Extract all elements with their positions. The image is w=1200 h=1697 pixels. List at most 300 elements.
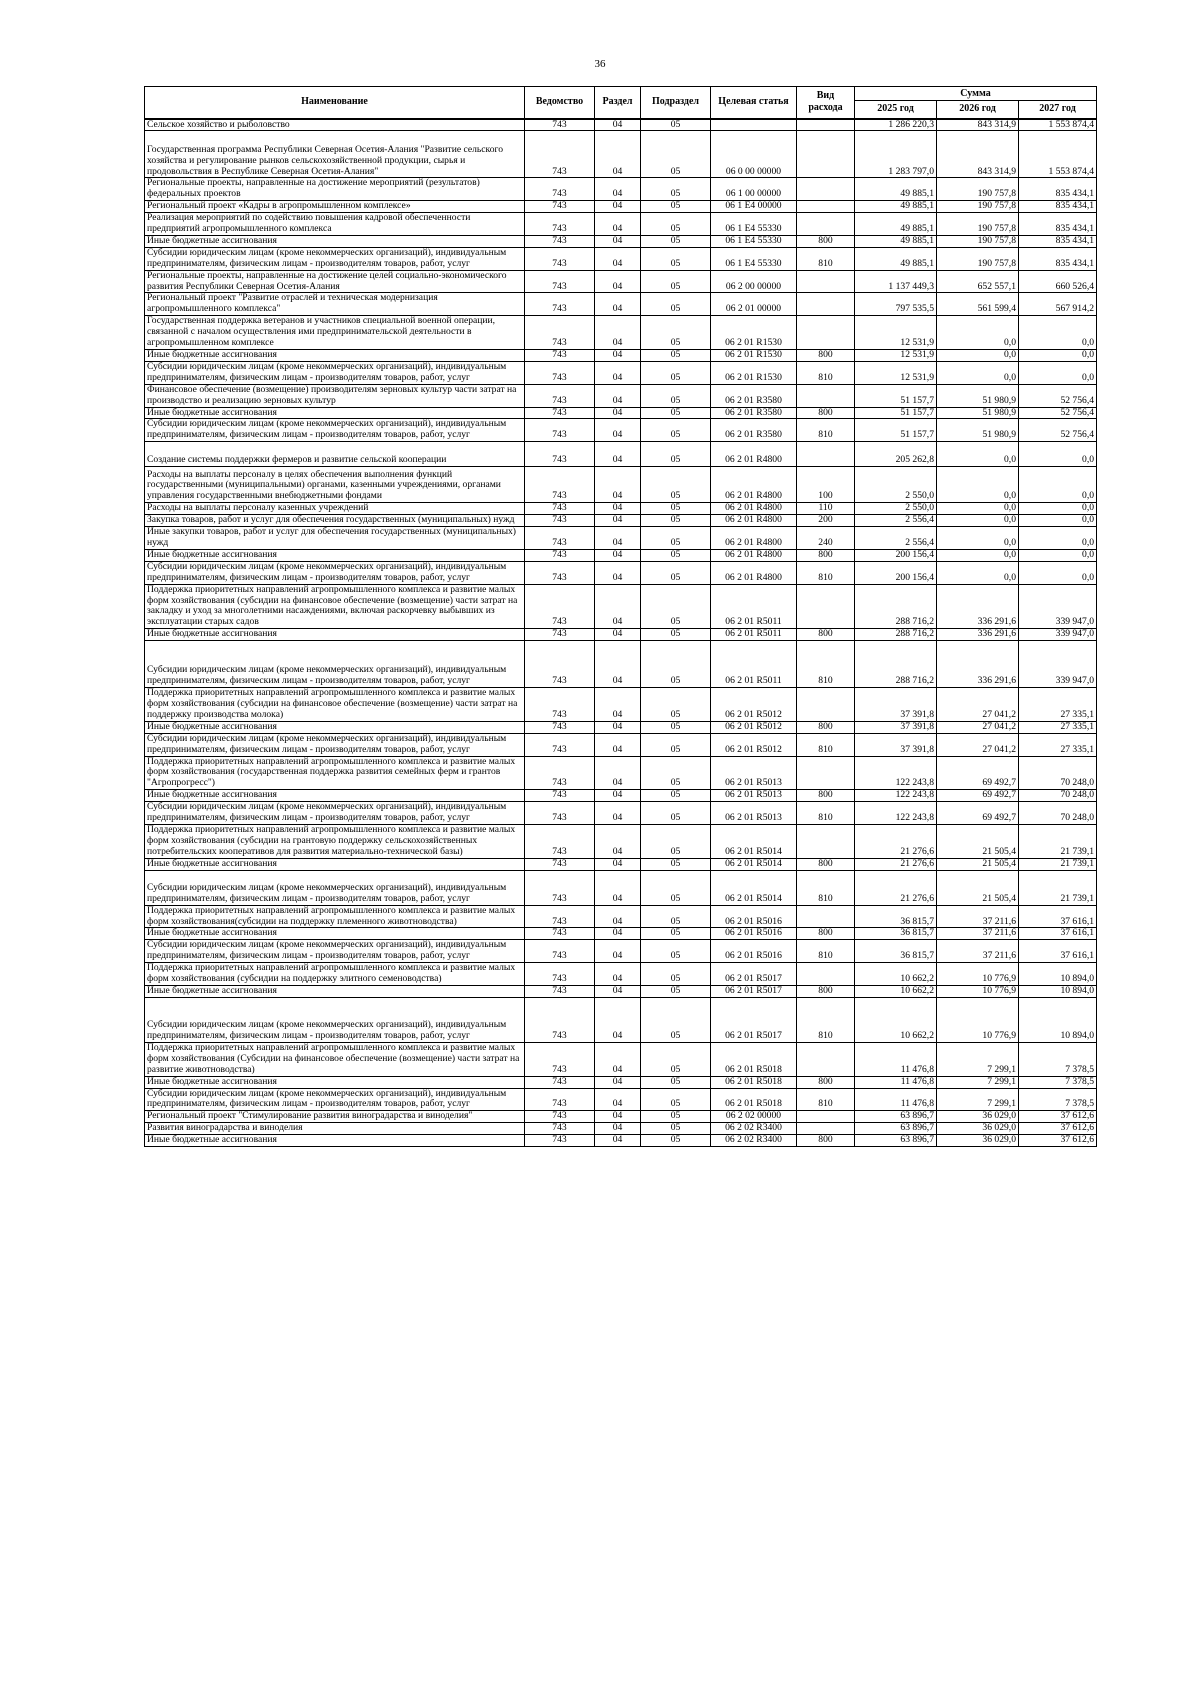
row-sum-2026: 0,0 (937, 467, 1019, 503)
row-type (797, 178, 855, 201)
row-sum-2025: 2 556,4 (855, 515, 937, 527)
row-sum-2027: 0,0 (1019, 467, 1097, 503)
row-name: Поддержка приоритетных направлений агропромышленного комплекса и развитие малых форм хозяйствования (государственная поддержка развития семейных ферм и грантов "Агропрогресс") (145, 756, 525, 790)
row-sum-2025: 63 896,7 (855, 1135, 937, 1147)
row-type (797, 1042, 855, 1076)
row-subsection: 05 (641, 756, 711, 790)
row-sum-2025: 37 391,8 (855, 721, 937, 733)
row-sum-2025: 51 157,7 (855, 384, 937, 407)
row-type: 800 (797, 235, 855, 247)
row-sum-2026: 0,0 (937, 442, 1019, 467)
row-section: 04 (595, 213, 641, 236)
row-sum-2027: 52 756,4 (1019, 419, 1097, 442)
row-name: Поддержка приоритетных направлений агропромышленного комплекса и развитие малых форм хозяйствования (субсидии на финансовое обеспечение (возмещение) части затрат на закладку и уход за многолетними насаждениями, включая раскорчевку выбывших из эксплуатации старых садов (145, 584, 525, 629)
row-target: 06 2 01 R5017 (711, 963, 797, 986)
row-sum-2026: 561 599,4 (937, 293, 1019, 316)
table-row (145, 584, 1097, 629)
row-dept: 743 (525, 293, 595, 316)
row-name: Субсидии юридическим лицам (кроме некоммерческих организаций), индивидуальным предпринимателям, физическим лицам - производителям товаров, работ, услуг (145, 361, 525, 384)
row-name: Расходы на выплаты персоналу казенных учреждений (145, 503, 525, 515)
row-name: Расходы на выплаты персоналу в целях обеспечения выполнения функций государственными (муниципальными) органами, казенными учреждениями, органами управления государственными внебюджетными фондами (145, 467, 525, 503)
row-sum-2025: 37 391,8 (855, 688, 937, 722)
row-section: 04 (595, 515, 641, 527)
row-type (797, 316, 855, 350)
row-target: 06 2 01 R4800 (711, 527, 797, 550)
table-row (145, 1123, 1097, 1135)
row-target: 06 2 01 R5014 (711, 825, 797, 859)
row-dept: 743 (525, 756, 595, 790)
row-type: 200 (797, 515, 855, 527)
table-row (145, 247, 1097, 270)
table-row (145, 928, 1097, 940)
row-dept: 743 (525, 442, 595, 467)
row-name: Субсидии юридическим лицам (кроме некоммерческих организаций), индивидуальным предпринимателям, физическим лицам - производителям товаров, работ, услуг (145, 641, 525, 688)
row-subsection: 05 (641, 629, 711, 641)
table-row (145, 561, 1097, 584)
row-target: 06 2 01 R5011 (711, 629, 797, 641)
row-subsection: 05 (641, 870, 711, 905)
row-type (797, 131, 855, 178)
row-target: 06 1 00 00000 (711, 178, 797, 201)
table-row (145, 213, 1097, 236)
row-target: 06 1 Е4 55330 (711, 235, 797, 247)
row-dept: 743 (525, 119, 595, 131)
row-sum-2026: 7 299,1 (937, 1042, 1019, 1076)
row-type: 810 (797, 997, 855, 1042)
row-name: Иные бюджетные ассигнования (145, 350, 525, 362)
row-name: Субсидии юридическим лицам (кроме некоммерческих организаций), индивидуальным предпринимателям, физическим лицам - производителям товаров, работ, услуг (145, 1088, 525, 1111)
table-row (145, 802, 1097, 825)
row-type: 800 (797, 407, 855, 419)
row-target: 06 2 01 R3580 (711, 407, 797, 419)
row-section: 04 (595, 503, 641, 515)
row-name: Поддержка приоритетных направлений агропромышленного комплекса и развитие малых форм хозяйствования (Субсидии на финансовое обеспечение (возмещение) части затрат на развитие животноводства) (145, 1042, 525, 1076)
table-row (145, 858, 1097, 870)
table-row (145, 350, 1097, 362)
table-row (145, 985, 1097, 997)
row-sum-2026: 336 291,6 (937, 641, 1019, 688)
header-2027: 2027 год (1019, 101, 1097, 119)
row-subsection: 05 (641, 1123, 711, 1135)
row-target: 06 2 01 R5012 (711, 721, 797, 733)
row-name: Иные бюджетные ассигнования (145, 790, 525, 802)
row-dept: 743 (525, 733, 595, 756)
row-sum-2026: 190 757,8 (937, 235, 1019, 247)
row-subsection: 05 (641, 235, 711, 247)
row-name: Субсидии юридическим лицам (кроме некоммерческих организаций), индивидуальным предпринимателям, физическим лицам - производителям товаров, работ, услуг (145, 419, 525, 442)
row-target: 06 2 01 R4800 (711, 442, 797, 467)
row-dept: 743 (525, 790, 595, 802)
row-target: 06 2 02 R3400 (711, 1123, 797, 1135)
row-sum-2027: 37 612,6 (1019, 1111, 1097, 1123)
row-dept: 743 (525, 858, 595, 870)
row-sum-2026: 51 980,9 (937, 384, 1019, 407)
row-dept: 743 (525, 316, 595, 350)
row-name: Закупка товаров, работ и услуг для обеспечения государственных (муниципальных) нужд (145, 515, 525, 527)
row-subsection: 05 (641, 247, 711, 270)
row-sum-2027: 37 616,1 (1019, 940, 1097, 963)
row-sum-2026: 190 757,8 (937, 213, 1019, 236)
row-name: Поддержка приоритетных направлений агропромышленного комплекса и развитие малых форм хозяйствования (субсидии на поддержку элитного семеноводства) (145, 963, 525, 986)
row-subsection: 05 (641, 733, 711, 756)
row-sum-2027: 7 378,5 (1019, 1076, 1097, 1088)
row-dept: 743 (525, 825, 595, 859)
row-sum-2026: 0,0 (937, 549, 1019, 561)
row-target: 06 2 01 R4800 (711, 503, 797, 515)
row-section: 04 (595, 442, 641, 467)
row-subsection: 05 (641, 515, 711, 527)
row-subsection: 05 (641, 119, 711, 131)
row-name: Субсидии юридическим лицам (кроме некоммерческих организаций), индивидуальным предпринимателям, физическим лицам - производителям товаров, работ, услуг (145, 940, 525, 963)
row-sum-2027: 10 894,0 (1019, 963, 1097, 986)
row-sum-2026: 69 492,7 (937, 802, 1019, 825)
table-row (145, 515, 1097, 527)
row-section: 04 (595, 1123, 641, 1135)
row-sum-2026: 190 757,8 (937, 178, 1019, 201)
row-dept: 743 (525, 1042, 595, 1076)
row-type: 240 (797, 527, 855, 550)
row-sum-2027: 0,0 (1019, 549, 1097, 561)
row-sum-2025: 21 276,6 (855, 870, 937, 905)
row-type (797, 293, 855, 316)
row-sum-2025: 200 156,4 (855, 561, 937, 584)
row-subsection: 05 (641, 131, 711, 178)
row-sum-2025: 49 885,1 (855, 178, 937, 201)
row-dept: 743 (525, 561, 595, 584)
header-subsection: Подраздел (641, 87, 711, 119)
row-dept: 743 (525, 802, 595, 825)
row-section: 04 (595, 316, 641, 350)
row-name: Иные бюджетные ассигнования (145, 1135, 525, 1147)
header-2025: 2025 год (855, 101, 937, 119)
row-sum-2027: 0,0 (1019, 442, 1097, 467)
table-row (145, 870, 1097, 905)
row-dept: 743 (525, 963, 595, 986)
row-type (797, 442, 855, 467)
row-sum-2025: 12 531,9 (855, 350, 937, 362)
row-sum-2026: 27 041,2 (937, 721, 1019, 733)
row-sum-2027: 52 756,4 (1019, 384, 1097, 407)
row-dept: 743 (525, 235, 595, 247)
row-section: 04 (595, 1088, 641, 1111)
row-sum-2027: 660 526,4 (1019, 270, 1097, 293)
row-type: 800 (797, 985, 855, 997)
table-row (145, 131, 1097, 178)
row-name: Иные бюджетные ассигнования (145, 985, 525, 997)
table-row (145, 178, 1097, 201)
row-name: Финансовое обеспечение (возмещение) производителям зерновых культур части затрат на производство и реализацию зерновых культур (145, 384, 525, 407)
row-subsection: 05 (641, 503, 711, 515)
row-dept: 743 (525, 527, 595, 550)
row-type (797, 213, 855, 236)
row-section: 04 (595, 270, 641, 293)
row-sum-2025: 122 243,8 (855, 756, 937, 790)
row-name: Государственная поддержка ветеранов и участников специальной военной операции, связанной с началом осуществления ими предпринимательской деятельности в агропромышленном комплексе (145, 316, 525, 350)
row-sum-2025: 2 556,4 (855, 527, 937, 550)
row-subsection: 05 (641, 527, 711, 550)
row-sum-2026: 0,0 (937, 527, 1019, 550)
row-dept: 743 (525, 985, 595, 997)
row-target: 06 2 02 R3400 (711, 1135, 797, 1147)
row-sum-2025: 1 286 220,3 (855, 119, 937, 131)
row-section: 04 (595, 629, 641, 641)
row-sum-2026: 7 299,1 (937, 1088, 1019, 1111)
row-sum-2026: 0,0 (937, 515, 1019, 527)
row-name: Поддержка приоритетных направлений агропромышленного комплекса и развитие малых форм хозяйствования (субсидии на финансовое обеспечение (возмещение) части затрат на поддержку производства молока) (145, 688, 525, 722)
row-dept: 743 (525, 584, 595, 629)
table-body (145, 119, 1097, 1147)
row-sum-2026: 36 029,0 (937, 1123, 1019, 1135)
row-sum-2025: 51 157,7 (855, 407, 937, 419)
budget-table (144, 86, 1097, 1147)
row-name: Иные закупки товаров, работ и услуг для обеспечения государственных (муниципальных) нужд (145, 527, 525, 550)
table-row (145, 503, 1097, 515)
row-type: 800 (797, 629, 855, 641)
row-subsection: 05 (641, 350, 711, 362)
row-target (711, 119, 797, 131)
row-type (797, 1123, 855, 1135)
row-sum-2027: 27 335,1 (1019, 688, 1097, 722)
row-dept: 743 (525, 1088, 595, 1111)
table-row (145, 442, 1097, 467)
row-subsection: 05 (641, 641, 711, 688)
row-name: Региональный проект "Стимулирование развития виноградарства и виноделия" (145, 1111, 525, 1123)
row-type: 810 (797, 561, 855, 584)
row-target: 06 2 01 R5014 (711, 870, 797, 905)
row-section: 04 (595, 384, 641, 407)
table-row (145, 905, 1097, 928)
table-row (145, 756, 1097, 790)
row-section: 04 (595, 985, 641, 997)
row-subsection: 05 (641, 721, 711, 733)
table-row (145, 467, 1097, 503)
row-sum-2025: 12 531,9 (855, 316, 937, 350)
table-row (145, 1111, 1097, 1123)
row-sum-2027: 0,0 (1019, 561, 1097, 584)
row-target: 06 2 01 R1530 (711, 350, 797, 362)
row-section: 04 (595, 119, 641, 131)
row-name: Субсидии юридическим лицам (кроме некоммерческих организаций), индивидуальным предпринимателям, физическим лицам - производителям товаров, работ, услуг (145, 802, 525, 825)
row-sum-2025: 63 896,7 (855, 1123, 937, 1135)
row-name: Иные бюджетные ассигнования (145, 549, 525, 561)
row-sum-2025: 49 885,1 (855, 201, 937, 213)
row-name: Иные бюджетные ассигнования (145, 629, 525, 641)
row-sum-2025: 205 262,8 (855, 442, 937, 467)
row-subsection: 05 (641, 419, 711, 442)
row-section: 04 (595, 963, 641, 986)
table-header (145, 87, 1097, 119)
row-sum-2027: 0,0 (1019, 361, 1097, 384)
table-row (145, 293, 1097, 316)
row-sum-2025: 49 885,1 (855, 247, 937, 270)
row-name: Реализация мероприятий по содействию повышения кадровой обеспеченности предприятий агропромышленного комплекса (145, 213, 525, 236)
row-subsection: 05 (641, 790, 711, 802)
row-target: 06 2 01 R5014 (711, 858, 797, 870)
row-sum-2027: 27 335,1 (1019, 733, 1097, 756)
row-sum-2026: 36 029,0 (937, 1111, 1019, 1123)
table-row (145, 997, 1097, 1042)
row-sum-2026: 51 980,9 (937, 419, 1019, 442)
row-type: 800 (797, 350, 855, 362)
row-target: 06 2 01 R5016 (711, 940, 797, 963)
row-dept: 743 (525, 549, 595, 561)
row-type (797, 905, 855, 928)
row-sum-2026: 190 757,8 (937, 201, 1019, 213)
row-dept: 743 (525, 384, 595, 407)
row-sum-2027: 7 378,5 (1019, 1042, 1097, 1076)
row-sum-2027: 10 894,0 (1019, 985, 1097, 997)
table-row (145, 1135, 1097, 1147)
row-dept: 743 (525, 940, 595, 963)
row-target: 06 2 01 R3580 (711, 419, 797, 442)
row-type (797, 688, 855, 722)
table-row (145, 721, 1097, 733)
row-sum-2025: 21 276,6 (855, 858, 937, 870)
row-type (797, 201, 855, 213)
row-name: Иные бюджетные ассигнования (145, 235, 525, 247)
row-sum-2026: 69 492,7 (937, 756, 1019, 790)
row-dept: 743 (525, 1111, 595, 1123)
row-sum-2027: 37 616,1 (1019, 928, 1097, 940)
row-target: 06 2 01 R4800 (711, 467, 797, 503)
row-sum-2027: 835 434,1 (1019, 247, 1097, 270)
row-type: 800 (797, 1135, 855, 1147)
row-subsection: 05 (641, 270, 711, 293)
row-section: 04 (595, 247, 641, 270)
row-sum-2027: 835 434,1 (1019, 235, 1097, 247)
row-target: 06 2 01 R5013 (711, 756, 797, 790)
row-subsection: 05 (641, 549, 711, 561)
row-sum-2027: 21 739,1 (1019, 825, 1097, 859)
row-section: 04 (595, 467, 641, 503)
row-dept: 743 (525, 1123, 595, 1135)
row-sum-2025: 63 896,7 (855, 1111, 937, 1123)
row-type: 810 (797, 641, 855, 688)
table-row (145, 641, 1097, 688)
table-row (145, 940, 1097, 963)
row-sum-2027: 21 739,1 (1019, 858, 1097, 870)
row-type: 810 (797, 802, 855, 825)
row-sum-2025: 10 662,2 (855, 997, 937, 1042)
row-sum-2027: 339 947,0 (1019, 629, 1097, 641)
row-type: 810 (797, 361, 855, 384)
row-section: 04 (595, 419, 641, 442)
row-sum-2025: 12 531,9 (855, 361, 937, 384)
row-subsection: 05 (641, 940, 711, 963)
row-section: 04 (595, 293, 641, 316)
table-row (145, 825, 1097, 859)
row-sum-2027: 835 434,1 (1019, 213, 1097, 236)
row-subsection: 05 (641, 997, 711, 1042)
row-dept: 743 (525, 407, 595, 419)
table-row (145, 790, 1097, 802)
row-subsection: 05 (641, 213, 711, 236)
row-section: 04 (595, 905, 641, 928)
row-name: Иные бюджетные ассигнования (145, 858, 525, 870)
row-sum-2025: 37 391,8 (855, 733, 937, 756)
row-section: 04 (595, 549, 641, 561)
row-sum-2026: 10 776,9 (937, 985, 1019, 997)
row-sum-2025: 10 662,2 (855, 963, 937, 986)
row-type: 100 (797, 467, 855, 503)
table-row (145, 963, 1097, 986)
row-section: 04 (595, 733, 641, 756)
row-sum-2027: 1 553 874,4 (1019, 119, 1097, 131)
row-type: 810 (797, 733, 855, 756)
row-sum-2025: 288 716,2 (855, 641, 937, 688)
row-type: 800 (797, 858, 855, 870)
row-sum-2025: 1 283 797,0 (855, 131, 937, 178)
header-target: Целевая статья (711, 87, 797, 119)
row-type: 800 (797, 928, 855, 940)
row-type (797, 825, 855, 859)
row-sum-2025: 36 815,7 (855, 905, 937, 928)
row-sum-2026: 37 211,6 (937, 928, 1019, 940)
row-section: 04 (595, 527, 641, 550)
row-target: 06 2 01 R1530 (711, 316, 797, 350)
row-section: 04 (595, 235, 641, 247)
row-sum-2027: 21 739,1 (1019, 870, 1097, 905)
row-section: 04 (595, 688, 641, 722)
row-sum-2025: 10 662,2 (855, 985, 937, 997)
row-subsection: 05 (641, 688, 711, 722)
row-sum-2026: 21 505,4 (937, 825, 1019, 859)
row-sum-2026: 51 980,9 (937, 407, 1019, 419)
row-subsection: 05 (641, 442, 711, 467)
row-type: 810 (797, 1088, 855, 1111)
row-subsection: 05 (641, 1088, 711, 1111)
table-row (145, 361, 1097, 384)
row-subsection: 05 (641, 178, 711, 201)
row-sum-2026: 190 757,8 (937, 247, 1019, 270)
row-subsection: 05 (641, 1076, 711, 1088)
row-target: 06 1 Е4 55330 (711, 247, 797, 270)
row-type: 800 (797, 1076, 855, 1088)
row-subsection: 05 (641, 1135, 711, 1147)
row-subsection: 05 (641, 858, 711, 870)
row-sum-2026: 37 211,6 (937, 940, 1019, 963)
row-section: 04 (595, 790, 641, 802)
row-sum-2026: 10 776,9 (937, 963, 1019, 986)
row-dept: 743 (525, 928, 595, 940)
row-sum-2026: 336 291,6 (937, 629, 1019, 641)
row-name: Региональные проекты, направленные на достижение мероприятий (результатов) федеральных проектов (145, 178, 525, 201)
page-number: 36 (594, 58, 606, 70)
row-section: 04 (595, 584, 641, 629)
row-section: 04 (595, 1076, 641, 1088)
row-subsection: 05 (641, 584, 711, 629)
row-target: 06 0 00 00000 (711, 131, 797, 178)
row-name: Субсидии юридическим лицам (кроме некоммерческих организаций), индивидуальным предпринимателям, физическим лицам - производителям товаров, работ, услуг (145, 247, 525, 270)
row-target: 06 2 01 R5011 (711, 584, 797, 629)
row-subsection: 05 (641, 825, 711, 859)
row-target: 06 2 01 R5016 (711, 928, 797, 940)
row-dept: 743 (525, 1135, 595, 1147)
row-type: 810 (797, 419, 855, 442)
header-2026: 2026 год (937, 101, 1019, 119)
table-row (145, 384, 1097, 407)
row-sum-2027: 0,0 (1019, 316, 1097, 350)
row-dept: 743 (525, 270, 595, 293)
row-name: Сельское хозяйство и рыболовство (145, 119, 525, 131)
row-sum-2026: 843 314,9 (937, 131, 1019, 178)
row-target: 06 2 01 R4800 (711, 549, 797, 561)
row-sum-2025: 49 885,1 (855, 213, 937, 236)
row-section: 04 (595, 1042, 641, 1076)
row-sum-2027: 37 612,6 (1019, 1123, 1097, 1135)
row-name: Региональный проект "Развитие отраслей и техническая модернизация агропромышленного комплекса" (145, 293, 525, 316)
row-dept: 743 (525, 467, 595, 503)
